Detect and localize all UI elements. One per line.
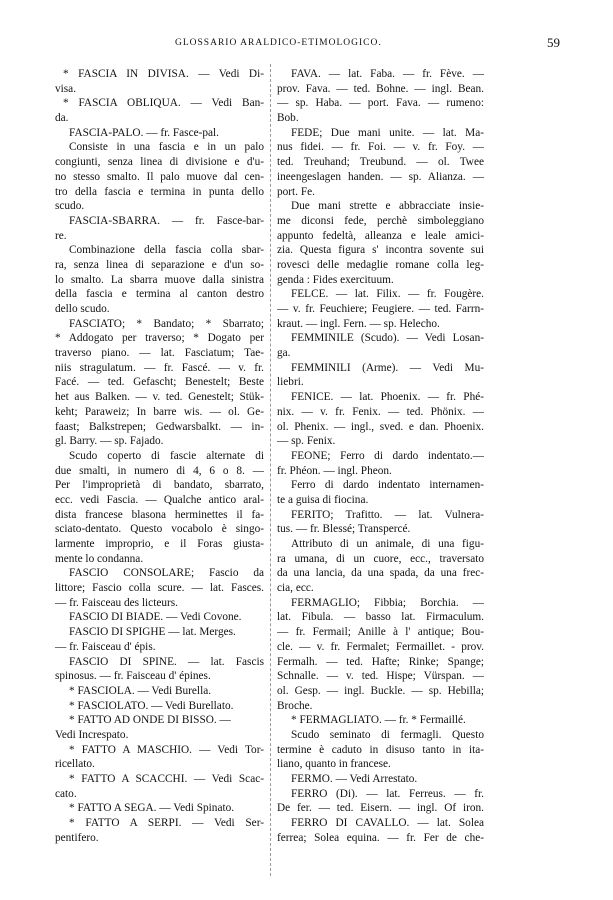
text-line: * FASCIA IN DIVISA. — Vedi Di-: [63, 68, 264, 80]
text-line: De fer. — ted. Eisern. — ingl. Of iron.: [277, 802, 484, 815]
text-line: ferrea; Solea equina. — fr. Fer de che-: [277, 831, 484, 844]
text-line: re.: [55, 229, 67, 242]
text-line: Vedi Increspato.: [55, 728, 129, 741]
text-line: Facé. — ted. Gefascht; Benestelt; Beste: [55, 376, 264, 389]
text-line: spinosus. — fr. Faisceau d' épines.: [55, 670, 211, 683]
text-line: FASCIO DI SPIGHE — lat. Merges.: [69, 626, 236, 639]
text-line: cle. — v. fr. Fermalet; Fermaillet. - prov.: [277, 640, 484, 653]
text-line: tro della fascia e termina in punta dello: [55, 185, 264, 198]
running-header: [60, 35, 560, 52]
text-line: Schnalle. — v. ted. Hispe; Vürspan. —: [277, 670, 484, 683]
text-line: rovesci delle medaglie romane colla leg-: [277, 258, 484, 271]
text-line: Scudo seminato di fermagli. Questo: [291, 728, 484, 741]
text-line: * FERMAGLIATO. — fr. * Fermaillé.: [291, 714, 466, 727]
text-line: — sp. Haba. — port. Fava. — rumeno:: [277, 97, 484, 110]
text-line: termine è caduto in disuso tanto in ita-: [277, 743, 484, 756]
text-line: traverso piano. — lat. Fasciatum; Tae-: [55, 347, 264, 360]
text-line: * FATTO A SERPI. — Vedi Ser-: [69, 817, 264, 830]
text-line: no stesso smalto. Il palo muove dal cen-: [55, 170, 264, 183]
text-line: Scudo coperto di fascie alternate di: [69, 449, 264, 462]
text-line: mente lo condanna.: [55, 552, 144, 565]
text-line: nus fidei. — fr. Foi. — v. fr. Foy. —: [277, 141, 484, 154]
text-line: Combinazione della fascia colla sbar-: [69, 244, 264, 257]
text-line: FASCIATO; * Bandato; * Sbarrato;: [69, 317, 264, 330]
text-line: Per l'improprietà di bandato, sbarrato,: [55, 479, 264, 492]
text-line: Attributo di un animale, di una figu-: [291, 538, 484, 550]
text-line: ecc. vedi Fascia. — Qualche antico aral-: [55, 493, 264, 506]
text-line: sciato-dentato. Questo vocabolo è singo-: [55, 523, 264, 536]
header-title: GLOSSARIO ARALDICO-ETIMOLOGICO.: [175, 38, 382, 48]
text-line: della fascia e termina al canton destro: [55, 288, 264, 301]
text-line: FEONE; Ferro di dardo indentato.—: [291, 449, 484, 462]
text-line: Ferro di dardo indentato internamen-: [291, 479, 484, 492]
text-line: * FATTO A MASCHIO. — Vedi Tor-: [69, 743, 264, 756]
text-line: ra, senza linea di separazione e d'un so-: [55, 258, 264, 271]
text-line: Bob.: [277, 112, 299, 125]
text-line: * FATTO AD ONDE DI BISSO. —: [69, 714, 231, 727]
text-line: het aus Balken. — v. ted. Genestelt; Stük-: [55, 391, 264, 404]
text-line: * FASCIOLATO. — Vedi Burellato.: [69, 699, 234, 712]
text-line: lo smalto. La sbarra muove dalla sinistra: [55, 273, 264, 286]
text-line: te a guisa di fiocina.: [277, 493, 369, 506]
text-line: FAVA. — lat. Faba. — fr. Fève. —: [291, 68, 484, 80]
text-line: ol. Phenix. — ingl., sved. e dan. Phoenix.: [277, 420, 484, 433]
text-line: congiunti, senza linea di divisione e d'u-: [55, 156, 264, 169]
text-line: me diconsi fede, perchè simboleggiano: [277, 214, 484, 227]
text-line: dello scudo.: [55, 303, 110, 315]
text-line: FASCIO DI BIADE. — Vedi Covone.: [69, 611, 242, 624]
text-line: da.: [55, 112, 69, 125]
text-line: * FASCIOLA. — Vedi Burella.: [69, 684, 212, 697]
text-line: FEMMINILI (Arme). — Vedi Mu-: [291, 361, 484, 374]
text-line: ricellato.: [55, 758, 95, 771]
text-line: keht; Paraweiz; In barre wis. — ol. Ge-: [55, 405, 264, 418]
text-line: * FASCIA OBLIQUA. — Vedi Ban-: [63, 97, 264, 110]
text-line: zia. Questa figura s' incontra sovente sui: [277, 244, 484, 257]
text-line: ra umana, di un cuore, ecc., traversato: [277, 552, 484, 565]
text-line: visa.: [55, 82, 77, 95]
text-line: FEDE; Due mani unite. — lat. Ma-: [291, 126, 484, 139]
text-line: ga.: [277, 347, 291, 360]
text-line: FASCIA-SBARRA. — fr. Fasce-bar-: [69, 214, 264, 227]
text-line: cato.: [55, 787, 77, 800]
text-line: * FATTO A SEGA. — Vedi Spinato.: [69, 802, 235, 815]
text-line: appunto fedeltà, alleanza e leale amici-: [277, 229, 484, 242]
text-line: ted. Treuhand; Treubund. — ol. Twee: [277, 156, 484, 169]
text-line: Broche.: [277, 699, 313, 712]
text-line: prov. Fava. — ted. Bohne. — ingl. Bean.: [277, 82, 484, 95]
text-line: faast; Balkstrepen; Gedwarsbalkt. — in-: [55, 420, 264, 433]
text-line: due smalti, in numero di 4, 6 o 8. —: [55, 464, 264, 477]
page-number: 59: [547, 35, 560, 50]
column-divider: [270, 64, 271, 876]
text-line: FERRO (Di). — lat. Ferreus. — fr.: [291, 787, 484, 800]
text-line: nix. — v. fr. Fenix. — ted. Phönix. —: [277, 405, 484, 418]
text-line: tus. — fr. Blessé; Transpercé.: [277, 523, 411, 536]
text-line: * FATTO A SCACCHI. — Vedi Scac-: [69, 773, 264, 785]
text-line: FASCIO CONSOLARE; Fascio da: [69, 567, 264, 580]
text-line: Consiste in una fascia e in un palo: [69, 141, 264, 154]
left-column: [55, 67, 264, 845]
text-line: larmente improprio, e il Foras giusta-: [55, 538, 264, 550]
text-line: — fr. Faisceau d' épis.: [55, 640, 156, 653]
text-line: genda : Fides exercituum.: [277, 273, 394, 286]
text-line: — fr. Fermail; Anille à l' antique; Bou-: [277, 626, 484, 639]
text-line: port. Fe.: [277, 185, 315, 198]
text-line: scudo.: [55, 200, 85, 213]
right-column: [277, 67, 484, 845]
text-line: gl. Barry. — sp. Fajado.: [55, 435, 164, 448]
text-line: FELCE. — lat. Filix. — fr. Fougère.: [291, 288, 484, 301]
text-line: littore; Fascio colla scure. — lat. Fasces.: [55, 582, 264, 595]
text-line: kraut. — ingl. Fern. — sp. Helecho.: [277, 317, 440, 330]
text-line: FASCIA-PALO. — fr. Fasce-pal.: [69, 126, 219, 139]
text-line: liano, quanto in francese.: [277, 758, 391, 771]
text-line: lat. Fibula. — basso lat. Firmaculum.: [277, 611, 484, 624]
text-line: liebri.: [277, 376, 304, 389]
text-line: FENICE. — lat. Phoenix. — fr. Phé-: [291, 391, 484, 404]
text-line: ineengeslagen handen. — sp. Alianza. —: [277, 170, 484, 183]
text-line: pentifero.: [55, 831, 99, 844]
text-line: niis stragulatum. — fr. Fascé. — v. fr.: [55, 361, 264, 374]
text-line: ol. Gesp. — ingl. Buckle. — sp. Hebilla;: [277, 684, 484, 697]
text-line: FERRO DI CAVALLO. — lat. Solea: [291, 817, 484, 830]
text-line: fr. Phéon. — ingl. Pheon.: [277, 464, 392, 477]
text-line: Due mani strette e abbracciate insie-: [291, 200, 484, 213]
text-line: FEMMINILE (Scudo). — Vedi Losan-: [291, 332, 484, 345]
text-line: — sp. Fenix.: [277, 435, 336, 448]
text-line: — fr. Faisceau des licteurs.: [55, 596, 178, 609]
text-line: — v. fr. Feuchiere; Feugiere. — ted. Farrn-: [277, 303, 484, 315]
text-line: FASCIO DI SPINE. — lat. Fascis: [69, 655, 264, 668]
text-line: cia, ecc.: [277, 582, 314, 595]
text-line: FERITO; Trafitto. — lat. Vulnera-: [291, 508, 484, 521]
text-line: FERMAGLIO; Fibbia; Borchia. —: [291, 596, 484, 609]
text-line: Fermalh. — ted. Hafte; Rinke; Spange;: [277, 655, 484, 668]
text-line: da una lancia, da una spada, da una frec-: [277, 567, 484, 580]
text-line: dista francese blasona herminettes il fa-: [55, 508, 264, 521]
text-line: * Addogato per traverso; * Dogato per: [55, 332, 264, 345]
text-line: FERMO. — Vedi Arrestato.: [291, 773, 418, 785]
